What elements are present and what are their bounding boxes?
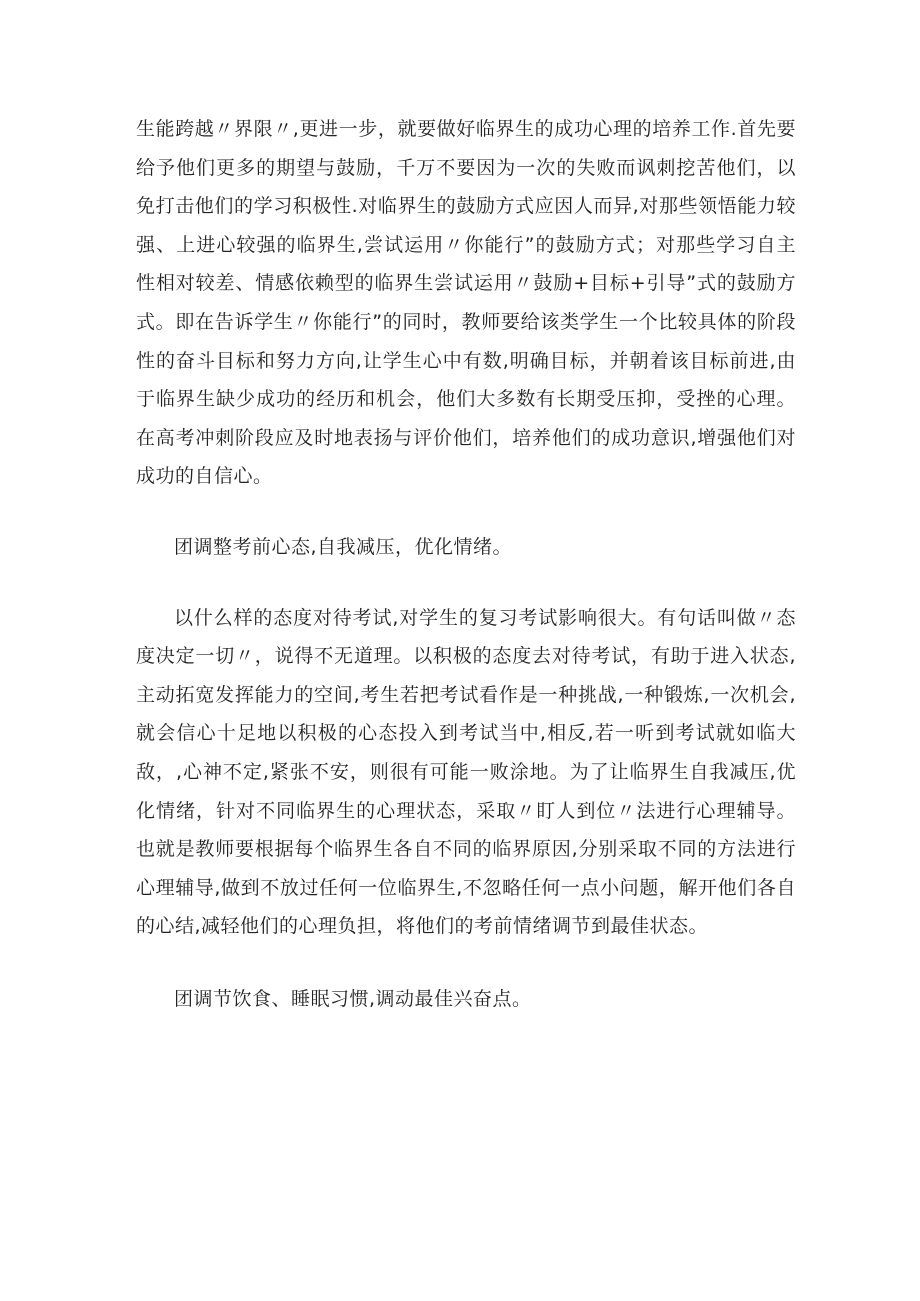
- section-heading-exam-mindset: 团调整考前心态,自我减压，优化情绪。: [174, 535, 513, 558]
- paragraph-success-psychology: 生能跨越〃界限〃,更进一步，就要做好临界生的成功心理的培养工作.首先要给予他们更多的期望与鼓励，千万不要因为一次的失败而讽刺挖苦他们，以免打击他们的学习积极性.对临界生的鼓励方式应因人而异,对那些领悟能力较强、上进心较强的临界生,尝试运用〃你能行”的鼓励方式；对那些学习自主性相对较差、情感依赖型的临界生尝试运用〃鼓励+目标+引导”式的鼓励方式。即在告诉学生〃你能行”的同时，教师要给该类学生一个比较具体的阶段性的奋斗目标和努力方向,让学生心中有数,明确目标，并朝着该目标前进,由于临界生缺少成功的经历和机会，他们大多数有长期受压抑，受挫的心理。在高考冲刺阶段应及时地表扬与评价他们，培养他们的成功意识,增强他们对成功的自信心。: [136, 118, 796, 488]
- section-heading-diet-sleep: 团调节饮食、睡眠习惯,调动最佳兴奋点。: [174, 987, 532, 1010]
- paragraph-exam-attitude: 以什么样的态度对待考试,对学生的复习考试影响很大。有句话叫做〃态度决定一切〃，说得不无道理。以积极的态度去对待考试，有助于进入状态,主动拓宽发挥能力的空间,考生若把考试看作是一种挑战,一种锻炼,一次机会,就会信心十足地以积极的心态投入到考试当中,相反,若一听到考试就如临大敌，,心神不定,紧张不安，则很有可能一败涂地。为了让临界生自我减压,优化情绪，针对不同临界生的心理状态，采取〃盯人到位〃法进行心理辅导。也就是教师要根据每个临界生各自不同的临界原因,分别采取不同的方法进行心理辅导,做到不放过任何一位临界生,不忽略任何一点小问题，解开他们各自的心结,减轻他们的心理负担，将他们的考前情绪调节到最佳状态。: [136, 606, 796, 938]
- document-body: [136, 110, 796, 1018]
